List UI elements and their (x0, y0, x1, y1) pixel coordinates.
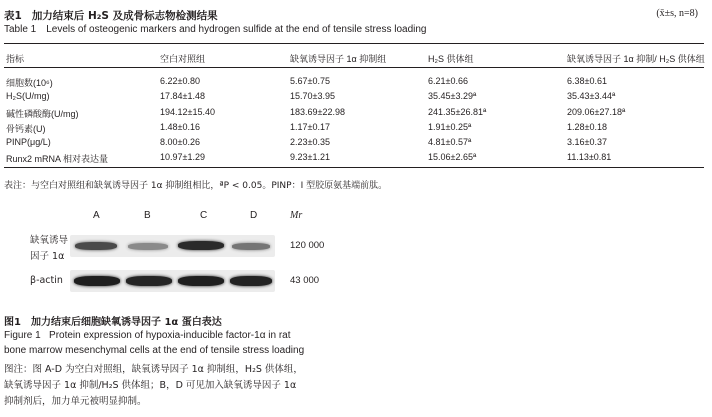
table-title-en-text: Levels of osteogenic markers and hydrogen sulfide at the end of tensile stress loading (46, 24, 427, 35)
lane-label-c: C (200, 210, 208, 221)
figure-note-line3: 抑制剂后，加力单元被明显抑制。 (4, 396, 147, 407)
table-row-label: Runx2 mRNA 相对表达量 (6, 154, 109, 164)
table-cell: 11.13±0.81 (567, 152, 612, 162)
table-title-en (4, 24, 426, 35)
table-cell: 6.38±0.61 (567, 76, 607, 86)
table-cell: 5.67±0.75 (290, 76, 330, 86)
figure-note-line2: 缺氧诱导因子 1α 抑制/H₂S 供体组；B，D 可见加入缺氧诱导因子 1α (4, 380, 297, 391)
table-header-indicator: 指标 (6, 54, 25, 64)
actin-band-b (126, 276, 172, 286)
table-cell: 8.00±0.26 (160, 137, 200, 147)
table-cell: 241.35±26.81ª (428, 107, 487, 117)
hif-band-d (232, 243, 270, 250)
actin-mw-label: 43 000 (290, 275, 320, 286)
table-cell: 1.91±0.25ª (428, 122, 472, 132)
table-header-h2s-donor: H₂S 供体组 (428, 54, 474, 64)
table-header-blank-control: 空白对照组 (160, 54, 206, 64)
table-cell: 35.45±3.29ª (428, 91, 477, 101)
figure-label-en: Figure 1 (4, 330, 41, 341)
figure-title-zh (4, 313, 222, 328)
table-header-hif-inhibit: 缺氧诱导因子 1α 抑制组 (290, 54, 387, 64)
table-cell: 1.48±0.16 (160, 122, 200, 132)
table-label-en: Table 1 (4, 24, 37, 35)
table-cell: 3.16±0.37 (567, 137, 607, 147)
table-cell: 10.97±1.29 (160, 152, 205, 162)
hif-label-line1: 缺氧诱导 (30, 235, 69, 246)
western-blot (30, 210, 360, 300)
table-cell: 17.84±1.48 (160, 91, 205, 101)
table-footnote: 表注：与空白对照组和缺氧诱导因子 1α 抑制组相比，ªP < 0.05。PINP：I 型胶原氨基端前肽。 (4, 181, 388, 191)
figure-title-en-line2: bone marrow mesenchymal cells at the end of tensile stress loading (4, 345, 305, 356)
table-cell: 1.28±0.18 (567, 122, 607, 132)
table-cell: 35.43±3.44ª (567, 91, 616, 101)
actin-band-c (178, 276, 224, 286)
table-cell: 6.22±0.80 (160, 76, 200, 86)
table-row-label: H₂S(U/mg) (6, 91, 50, 101)
table-row-label: PINP(μg/L) (6, 137, 51, 147)
table-cell: 2.23±0.35 (290, 137, 330, 147)
table-row-label: 碱性磷酸酶(U/mg) (6, 109, 79, 119)
table-label-zh: 表1 (4, 10, 22, 22)
table-header-rule (4, 67, 704, 68)
hif-label-line2: 因子 1α (30, 251, 65, 262)
table-header-combined: 缺氧诱导因子 1α 抑制/ H₂S 供体组 (567, 54, 705, 64)
figure-title-zh-text: 加力结束后细胞缺氧诱导因子 1α 蛋白表达 (30, 317, 222, 328)
actin-label: β-actin (30, 275, 63, 286)
table-cell: 15.06±2.65ª (428, 152, 477, 162)
hif-blot-strip (70, 235, 275, 257)
hif-mw-label: 120 000 (290, 240, 325, 251)
figure-title-en-line1 (4, 330, 291, 341)
table-title-zh-text: 加力结束后 H₂S 及成骨标志物检测结果 (31, 10, 218, 22)
hif-band-b (128, 243, 168, 250)
actin-band-a (74, 276, 120, 286)
table-row-label: 细胞数(10⁶) (6, 78, 53, 88)
actin-blot-strip (70, 270, 275, 292)
table-top-rule (4, 43, 704, 44)
figure-label-zh: 图1 (4, 317, 21, 328)
table-cell: 6.21±0.66 (428, 76, 468, 86)
figure-note-line1: 图注：图 A-D 为空白对照组，缺氧诱导因子 1α 抑制组，H₂S 供体组， (4, 364, 303, 375)
hif-band-c (178, 241, 224, 250)
table-cell: 4.81±0.57ª (428, 137, 472, 147)
table-cell: 183.69±22.98 (290, 107, 345, 117)
mr-label: Mr (290, 210, 303, 221)
table-cell: 15.70±3.95 (290, 91, 335, 101)
table-title-zh (4, 8, 218, 23)
table-cell: 209.06±27.18ª (567, 107, 626, 117)
lane-label-a: A (93, 210, 100, 221)
table-row-label: 骨钙素(U) (6, 124, 46, 134)
actin-band-d (230, 276, 272, 286)
table-bottom-rule (4, 167, 704, 168)
table-stat-note: (x̄±s, n=8) (656, 8, 698, 19)
hif-band-a (75, 242, 117, 250)
table-cell: 1.17±0.17 (290, 122, 330, 132)
table-cell: 194.12±15.40 (160, 107, 215, 117)
table-cell: 9.23±1.21 (290, 152, 330, 162)
lane-label-b: B (144, 210, 151, 221)
figure-title-en-text: Protein expression of hypoxia-inducible factor-1α in rat (49, 330, 291, 341)
lane-label-d: D (250, 210, 258, 221)
